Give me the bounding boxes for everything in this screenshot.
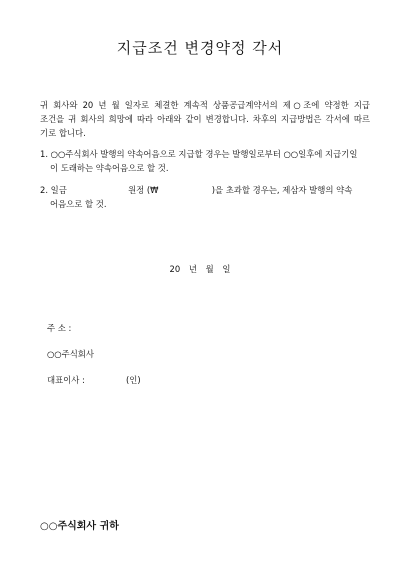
date-line: 20 년 월 일 (169, 264, 231, 274)
representative-label: 대표이사 : (47, 375, 85, 385)
clause-line: 이 도래하는 약속어음으로 할 것. (50, 163, 169, 173)
intro-line: 귀 회사와 20 년 월 일자로 체결한 계속적 상품공급계약서의 제○조에 약정한 지급 (40, 100, 370, 110)
address-label: 주 소 : (47, 323, 72, 333)
seal-mark: (인) (126, 375, 141, 385)
intro-line: 조건을 귀 회사의 희망에 따라 아래와 같이 변경합니다. 차후의 지급방법은 각서에 따르 (40, 114, 370, 124)
addressee: ○○주식회사 귀하 (40, 521, 119, 532)
company-name: ○○주식회사 (47, 349, 94, 359)
clause-1 (40, 147, 370, 175)
clause-2 (40, 183, 370, 211)
intro-line: 기로 합니다. (40, 128, 86, 138)
clause-line: 1. ○○주식회사 발행의 약속어음으로 지급할 경우는 발행일로부터 ○○일후에 지급기일 (40, 149, 358, 159)
intro-paragraph (40, 98, 370, 140)
clause-line: 어음으로 할 것. (50, 199, 107, 209)
document-title: 지급조건 변경약정 각서 (116, 39, 284, 57)
clause-line: 2. 일금 원정 (₩ )을 초과할 경우는, 제삼자 발행의 약속 (40, 185, 353, 195)
